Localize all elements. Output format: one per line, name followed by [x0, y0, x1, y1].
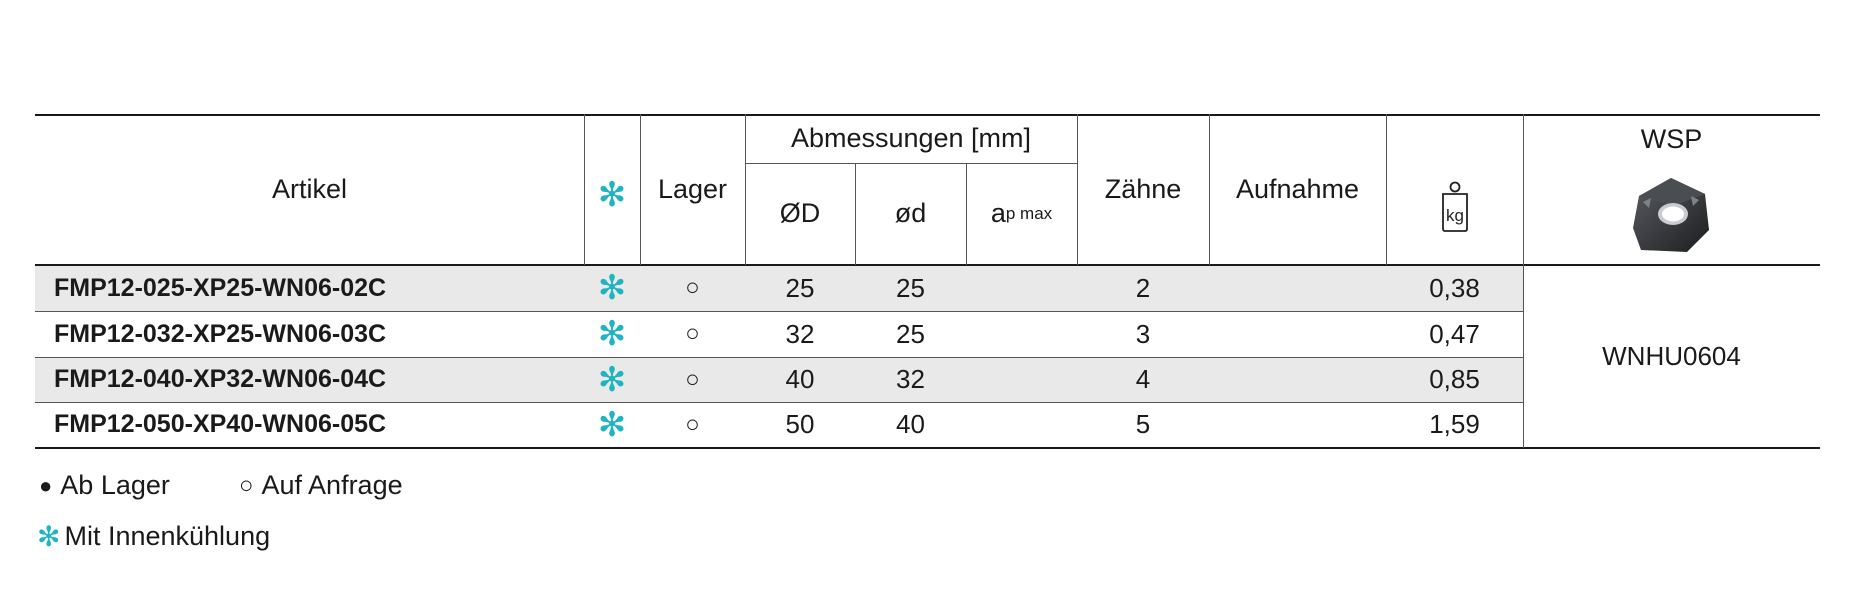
cell-artikel: FMP12-025-XP25-WN06-02C: [54, 273, 387, 302]
request-label: Auf Anfrage: [261, 470, 403, 500]
ap-sub: p max: [1005, 203, 1053, 223]
insert-image: [1523, 164, 1820, 264]
cell-ap-max: [966, 265, 1077, 311]
cell-artikel: FMP12-050-XP40-WN06-05C: [54, 410, 387, 438]
cell-coolant-icon: ✻: [597, 269, 627, 307]
cell-coolant-icon: ✻: [597, 360, 627, 399]
cell-artikel: FMP12-032-XP25-WN06-03C: [54, 319, 387, 348]
header-od: ØD: [779, 198, 821, 228]
cell-aufnahme: [1209, 311, 1386, 357]
coolant-icon: ✻: [37, 521, 61, 552]
insert-icon: [1627, 172, 1717, 256]
cell-id: 32: [896, 364, 925, 394]
weight-unit: kg: [1445, 206, 1464, 225]
header-id: ød: [894, 198, 927, 228]
header-ap-max: [966, 163, 1077, 264]
cell-aufnahme: [1209, 357, 1386, 402]
header-aufnahme: Aufnahme: [1235, 173, 1360, 204]
cell-lager: ○: [685, 365, 700, 393]
product-table: [35, 114, 1820, 450]
cell-aufnahme: [1209, 265, 1386, 311]
header-artikel: Artikel: [271, 173, 347, 204]
cell-zaehne: 4: [1135, 364, 1151, 394]
cell-artikel: FMP12-040-XP32-WN06-04C: [54, 365, 387, 393]
cell-od: 25: [785, 272, 815, 303]
coolant-label: Mit Innenkühlung: [64, 521, 271, 551]
cell-weight: 0,85: [1429, 364, 1480, 394]
cell-lager: ○: [685, 274, 700, 301]
legend-coolant: [37, 520, 270, 553]
cell-id: 40: [896, 409, 925, 439]
weight-icon: [1437, 181, 1473, 233]
header-zaehne: Zähne: [1104, 173, 1182, 204]
cell-coolant-icon: ✻: [597, 315, 627, 353]
cell-od: 40: [785, 364, 815, 394]
cell-coolant-icon: ✻: [597, 405, 627, 444]
header-wsp: WSP: [1640, 123, 1703, 154]
stock-symbol: ●: [39, 472, 53, 498]
cell-ap-max: [966, 311, 1077, 357]
cell-weight: 0,38: [1429, 272, 1480, 303]
cell-od: 50: [785, 409, 815, 439]
cell-zaehne: 3: [1135, 318, 1151, 349]
cell-od: 32: [785, 318, 815, 349]
header-abmessungen: Abmessungen [mm]: [790, 123, 1032, 153]
cell-lager: ○: [685, 320, 700, 347]
cell-id: 25: [896, 272, 925, 303]
cell-ap-max: [966, 357, 1077, 402]
cell-zaehne: 5: [1135, 409, 1151, 439]
cell-aufnahme: [1209, 402, 1386, 447]
cell-weight: 1,59: [1429, 409, 1480, 439]
cell-id: 25: [896, 318, 925, 349]
header-lager: Lager: [657, 173, 728, 204]
cell-ap-max: [966, 402, 1077, 447]
stock-label: Ab Lager: [60, 470, 170, 500]
ap-main: a: [990, 198, 1006, 228]
legend-request: [239, 470, 403, 501]
legend-stock: [39, 470, 170, 501]
header-weight: [1386, 114, 1523, 282]
header-coolant-icon: ✻: [597, 176, 627, 214]
cell-zaehne: 2: [1135, 272, 1151, 303]
wsp-value: WNHU0604: [1602, 341, 1741, 371]
cell-lager: ○: [685, 410, 700, 438]
cell-weight: 0,47: [1429, 318, 1480, 349]
request-symbol: ○: [239, 471, 254, 499]
